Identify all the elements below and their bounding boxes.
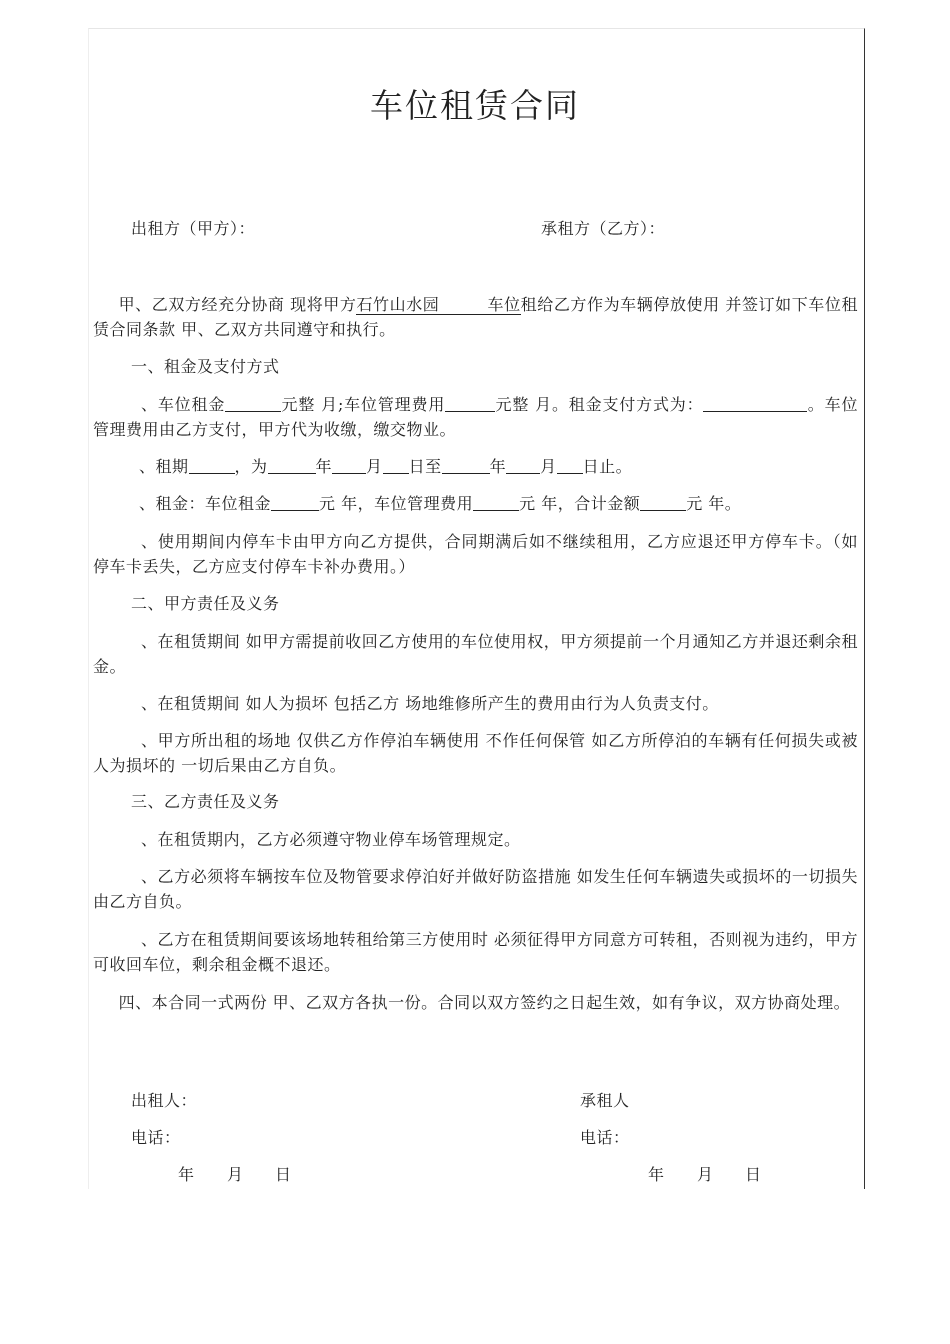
section1-item3: 、租金：车位租金 元 年，车位管理费用 元 年，合计金额 元 年。	[139, 494, 742, 513]
lessee-party-label: 承租方（乙方）：	[541, 219, 666, 238]
lessee-date-month: 月	[697, 1165, 714, 1184]
location-field: 石竹山水园 车位	[356, 295, 521, 314]
section1-item4: 、使用期间内停车卡由甲方向乙方提供，合同期满后如不继续租用，乙方应退还甲方停车卡。（如停车卡丢失，乙方应支付停车卡补办费用。）	[93, 532, 858, 576]
section1-item1: 、车位租金 元整 月;车位管理费用 元整 月。租金支付方式为： 。车位管理费用由乙方支付，甲方代为收缴，缴交物业。	[93, 395, 858, 439]
fee-blank	[445, 395, 495, 412]
section2-heading: 二、甲方责任及义务	[131, 594, 280, 613]
section2-item3: 、甲方所出租的场地 仅供乙方作停泊车辆使用 不作任何保管 如乙方所停泊的车辆有任何损失或被人为损坏的 一切后果由乙方自负。	[93, 731, 858, 775]
lessor-date-day: 日	[275, 1165, 292, 1184]
payment-method-blank	[703, 395, 807, 412]
section3-heading: 三、乙方责任及义务	[131, 792, 280, 811]
section3-item1: 、在租赁期内，乙方必须遵守物业停车场管理规定。	[141, 830, 521, 849]
section4-paragraph: 四、本合同一式两份 甲、乙双方各执一份。合同以双方签约之日起生效，如有争议，双方协商处理。	[118, 993, 851, 1012]
annual-fee-blank	[473, 494, 519, 511]
annual-rent-blank	[271, 494, 319, 511]
document-title: 车位租赁合同	[370, 86, 580, 125]
end-year-blank	[442, 457, 490, 474]
rent-blank	[225, 395, 281, 412]
lessee-signature-label: 承租人	[580, 1091, 630, 1110]
section1-heading: 一、租金及支付方式	[131, 357, 280, 376]
lessor-signature-label: 出租人：	[131, 1091, 198, 1110]
intro-paragraph: 甲、乙双方经充分协商 现将甲方石竹山水园 车位租给乙方作为车辆停放使用 并签订如下车位租赁合同条款 甲、乙双方共同遵守和执行。	[93, 295, 858, 339]
start-month-blank	[332, 457, 366, 474]
lessor-date-year: 年	[178, 1165, 195, 1184]
lessee-phone-label: 电话：	[580, 1128, 630, 1147]
lessor-party-label: 出租方（甲方）：	[131, 219, 256, 238]
end-day-blank	[557, 457, 583, 474]
lessor-phone-label: 电话：	[131, 1128, 181, 1147]
section2-item2: 、在租赁期间 如人为损坏 包括乙方 场地维修所产生的费用由行为人负责支付。	[141, 694, 719, 713]
lessee-date-year: 年	[648, 1165, 665, 1184]
section3-item3: 、乙方在租赁期间要该场地转租给第三方使用时 必须征得甲方同意方可转租，否则视为违约，甲方可收回车位，剩余租金概不退还。	[93, 930, 858, 974]
start-day-blank	[383, 457, 409, 474]
section2-item1: 、在租赁期间 如甲方需提前收回乙方使用的车位使用权，甲方须提前一个月通知乙方并退还剩余租金。	[93, 632, 858, 676]
section3-item2: 、乙方必须将车辆按车位及物管要求停泊好并做好防盗措施 如发生任何车辆遗失或损坏的一切损失由乙方自负。	[93, 867, 858, 911]
end-month-blank	[506, 457, 540, 474]
lessor-date-month: 月	[227, 1165, 244, 1184]
term-blank	[189, 457, 235, 474]
total-amount-blank	[640, 494, 686, 511]
start-year-blank	[268, 457, 316, 474]
section1-item2: 、租期 ，为 年 月 日至 年 月 日止。	[139, 457, 633, 476]
lessee-date-day: 日	[745, 1165, 762, 1184]
